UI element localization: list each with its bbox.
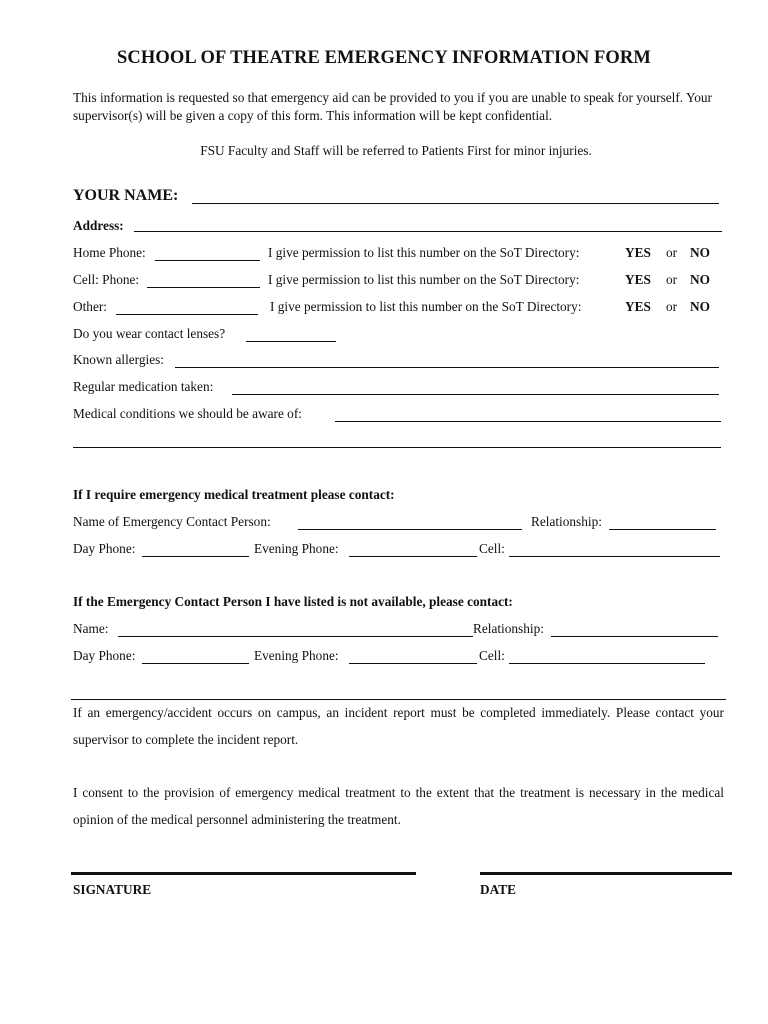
emergency-relationship-field[interactable]	[609, 529, 716, 530]
emergency-evening-phone-field[interactable]	[349, 556, 477, 557]
home-phone-yes-option[interactable]: YES	[625, 245, 651, 260]
emergency-contact-heading: If I require emergency medical treatment please contact:	[73, 487, 395, 502]
your-name-label: YOUR NAME:	[73, 187, 179, 204]
referral-note: FSU Faculty and Staff will be referred to Patients First for minor injuries.	[200, 143, 592, 158]
emergency-relationship-label: Relationship:	[531, 514, 602, 529]
alternate-name-label: Name:	[73, 621, 109, 636]
other-phone-permission: I give permission to list this number on the SoT Directory:	[270, 299, 582, 314]
form-title: SCHOOL OF THEATRE EMERGENCY INFORMATION FORM	[117, 48, 651, 68]
home-phone-no-option[interactable]: NO	[690, 245, 710, 260]
address-label: Address:	[73, 218, 124, 233]
other-phone-label: Other:	[73, 299, 107, 314]
signature-line[interactable]	[71, 872, 416, 875]
emergency-cell-field[interactable]	[509, 556, 720, 557]
emergency-contact-name-label: Name of Emergency Contact Person:	[73, 514, 271, 529]
medication-field[interactable]	[232, 394, 719, 395]
alternate-relationship-label: Relationship:	[473, 621, 544, 636]
other-phone-or: or	[666, 299, 678, 314]
other-phone-field[interactable]	[116, 314, 258, 315]
contact-lenses-label: Do you wear contact lenses?	[73, 326, 226, 341]
alternate-cell-label: Cell:	[479, 648, 505, 663]
alternate-evening-phone-label: Evening Phone:	[254, 648, 339, 663]
home-phone-permission: I give permission to list this number on the SoT Directory:	[268, 245, 580, 260]
intro-text: This information is requested so that emergency aid can be provided to you if you are unable to speak for yourself. Your supervisor(s) will be given a copy of this form. This information will be kept confidential.	[73, 90, 712, 123]
alternate-contact-heading: If the Emergency Contact Person I have listed is not available, please contact:	[73, 594, 513, 609]
incident-report-note: If an emergency/accident occurs on campus, an incident report must be completed immediately. Please contact your supervisor to complete the incident report.	[73, 705, 724, 747]
alternate-day-phone-field[interactable]	[142, 663, 249, 664]
alternate-relationship-field[interactable]	[551, 636, 718, 637]
home-phone-label: Home Phone:	[73, 245, 146, 260]
other-phone-no-option[interactable]: NO	[690, 299, 710, 314]
home-phone-field[interactable]	[155, 260, 260, 261]
address-field[interactable]	[134, 231, 722, 232]
conditions-field[interactable]	[335, 421, 721, 422]
alternate-day-phone-label: Day Phone:	[73, 648, 136, 663]
contact-lenses-field[interactable]	[246, 341, 336, 342]
alternate-evening-phone-field[interactable]	[349, 663, 477, 664]
medication-label: Regular medication taken:	[73, 379, 214, 394]
allergies-field[interactable]	[175, 367, 719, 368]
cell-phone-no-option[interactable]: NO	[690, 272, 710, 287]
conditions-label: Medical conditions we should be aware of:	[73, 406, 302, 421]
allergies-label: Known allergies:	[73, 352, 164, 367]
signature-label: SIGNATURE	[73, 882, 152, 897]
cell-phone-label: Cell: Phone:	[73, 272, 140, 287]
cell-phone-or: or	[666, 272, 678, 287]
cell-phone-yes-option[interactable]: YES	[625, 272, 651, 287]
emergency-cell-label: Cell:	[479, 541, 505, 556]
date-label: DATE	[480, 882, 516, 897]
cell-phone-permission: I give permission to list this number on the SoT Directory:	[268, 272, 580, 287]
emergency-day-phone-label: Day Phone:	[73, 541, 136, 556]
conditions-field-line-2[interactable]	[73, 447, 721, 448]
cell-phone-field[interactable]	[147, 287, 260, 288]
emergency-evening-phone-label: Evening Phone:	[254, 541, 339, 556]
other-phone-yes-option[interactable]: YES	[625, 299, 651, 314]
your-name-field[interactable]	[192, 203, 719, 204]
emergency-day-phone-field[interactable]	[142, 556, 249, 557]
alternate-name-field[interactable]	[118, 636, 473, 637]
consent-statement: I consent to the provision of emergency medical treatment to the extent that the treatment is necessary in the medical opinion of the medical personnel administering the treatment.	[73, 785, 724, 827]
date-line[interactable]	[480, 872, 732, 875]
home-phone-or: or	[666, 245, 678, 260]
alternate-cell-field[interactable]	[509, 663, 705, 664]
emergency-contact-name-field[interactable]	[298, 529, 522, 530]
